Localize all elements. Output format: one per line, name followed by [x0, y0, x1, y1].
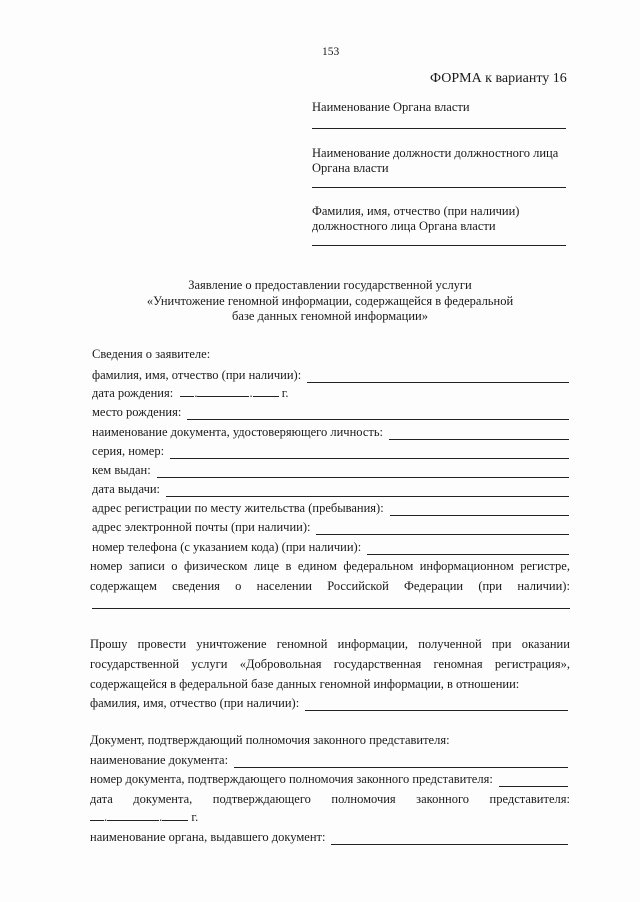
applicant-fio-row [92, 367, 569, 383]
word: о [235, 579, 242, 593]
rep-issuer-field[interactable] [331, 833, 568, 845]
birth-date-row: дата рождения: . . г. [92, 386, 289, 400]
word: Федерации [404, 579, 464, 593]
issued-by-row [92, 462, 569, 478]
rep-doc-year-suffix: г. [191, 810, 199, 824]
applicant-heading: Сведения о заявителе: [92, 347, 211, 361]
word: Российской [327, 579, 389, 593]
application-title [80, 278, 580, 325]
official-fio-label-line1: Фамилия, имя, отчество (при наличии) [312, 204, 520, 218]
word: наличии): [517, 579, 570, 593]
rep-doc-name-row [90, 752, 568, 768]
rep-doc-date-label [90, 791, 570, 807]
word: сведения [172, 579, 220, 593]
request-line2 [90, 656, 570, 672]
id-doc-label: наименование документа, удостоверяющего личность: [92, 425, 384, 439]
registry-label-line2 [90, 578, 570, 594]
birth-day-field[interactable] [180, 385, 194, 397]
word: федеральном [343, 559, 414, 573]
registry-label-line1 [90, 558, 570, 574]
rep-doc-number-field[interactable] [499, 775, 568, 787]
email-label: адрес электронной почты (при наличии): [92, 520, 311, 534]
word: геномной [276, 637, 328, 651]
word: при [491, 637, 512, 651]
word: «Добровольная [239, 657, 322, 671]
organ-name-field[interactable] [312, 128, 566, 129]
subject-fio-label: фамилия, имя, отчество (при наличии): [90, 696, 300, 710]
organ-name-label: Наименование Органа власти [312, 100, 470, 114]
birth-date-label: дата рождения: [92, 386, 174, 400]
word: населении [256, 579, 312, 593]
birth-year-field[interactable] [253, 385, 279, 397]
email-row [92, 519, 569, 535]
position-label-line1: Наименование должности должностного лица [312, 146, 559, 160]
word: регистре, [520, 559, 570, 573]
birth-place-row [92, 404, 569, 420]
birth-place-field[interactable] [187, 408, 569, 420]
email-field[interactable] [316, 523, 569, 535]
issued-by-label: кем выдан: [92, 463, 151, 477]
request-line3: содержащейся в федеральной базе данных геномной информации, в отношении: [90, 677, 520, 691]
title-line3: базе данных геномной информации» [232, 309, 428, 323]
issue-date-label: дата выдачи: [92, 482, 161, 496]
word: государственная [333, 657, 422, 671]
rep-doc-name-field[interactable] [234, 756, 568, 768]
word: геномная [433, 657, 483, 671]
word: о [171, 559, 178, 573]
rep-doc-month-field[interactable] [107, 809, 159, 821]
word: лице [253, 559, 280, 573]
applicant-fio-field[interactable] [307, 371, 569, 383]
word: подтверждающего [212, 792, 311, 806]
id-doc-field[interactable] [389, 428, 569, 440]
rep-doc-name-label: наименование документа: [90, 753, 229, 767]
title-line2: «Уничтожение геномной информации, содержащейся в федеральной [146, 293, 514, 308]
request-line1 [90, 636, 570, 652]
phone-label: номер телефона (с указанием кода) (при наличии): [92, 540, 362, 554]
reg-address-label: адрес регистрации по месту жительства (пребывания): [92, 501, 384, 515]
rep-doc-date-row: . . г. [90, 809, 198, 825]
word: полученной [418, 637, 482, 651]
page-number: 153 [322, 46, 340, 58]
word: физическом [183, 559, 248, 573]
subject-fio-field[interactable] [305, 699, 568, 711]
issued-by-field[interactable] [157, 466, 569, 478]
rep-issuer-row [90, 829, 568, 845]
word: законного [416, 792, 470, 806]
word: оказании [521, 637, 570, 651]
subject-fio-row [90, 695, 568, 711]
position-label [312, 146, 582, 176]
word: номер [90, 559, 123, 573]
form-title: ФОРМА к варианту 16 [430, 71, 567, 86]
series-number-field[interactable] [170, 447, 569, 459]
reg-address-row [92, 500, 569, 516]
rep-doc-year-field[interactable] [162, 809, 188, 821]
phone-field[interactable] [367, 543, 569, 555]
word: услуги [191, 657, 228, 671]
reg-address-field[interactable] [390, 504, 569, 516]
phone-row [92, 539, 569, 555]
word: документа, [133, 792, 193, 806]
representative-heading: Документ, подтверждающий полномочия законного представителя: [90, 733, 450, 747]
word: провести [137, 637, 187, 651]
official-fio-label [312, 204, 582, 234]
word: содержащем [90, 579, 157, 593]
word: информации, [337, 637, 409, 651]
series-number-label: серия, номер: [92, 444, 165, 458]
word: едином [297, 559, 337, 573]
rep-doc-number-row [90, 771, 568, 787]
position-field[interactable] [312, 187, 566, 188]
word: Прошу [90, 637, 128, 651]
applicant-fio-label: фамилия, имя, отчество (при наличии): [92, 368, 302, 382]
id-doc-row [92, 424, 569, 440]
issue-date-field[interactable] [166, 485, 569, 497]
registry-number-field[interactable] [92, 608, 570, 609]
series-number-row [92, 443, 569, 459]
title-line1: Заявление о предоставлении государственной услуги [188, 278, 472, 292]
rep-issuer-label: наименование органа, выдавшего документ: [90, 830, 326, 844]
issue-date-row [92, 481, 569, 497]
rep-doc-number-label: номер документа, подтверждающего полномочия законного представителя: [90, 772, 493, 786]
word: записи [128, 559, 165, 573]
word: дата [90, 792, 113, 806]
word: в [285, 559, 292, 573]
birth-place-label: место рождения: [92, 405, 182, 419]
official-fio-label-line2: должностного лица Органа власти [312, 219, 496, 233]
birth-month-field[interactable] [197, 385, 249, 397]
word: регистрация», [494, 657, 570, 671]
word: (при [478, 579, 503, 593]
word: информационном [419, 559, 514, 573]
official-fio-field[interactable] [312, 245, 566, 246]
word: государственной [90, 657, 180, 671]
word: уничтожение [196, 637, 267, 651]
position-label-line2: Органа власти [312, 161, 389, 175]
word: полномочия [331, 792, 396, 806]
word: представителя: [489, 792, 570, 806]
rep-doc-day-field[interactable] [90, 809, 104, 821]
birth-year-suffix: г. [281, 386, 289, 400]
